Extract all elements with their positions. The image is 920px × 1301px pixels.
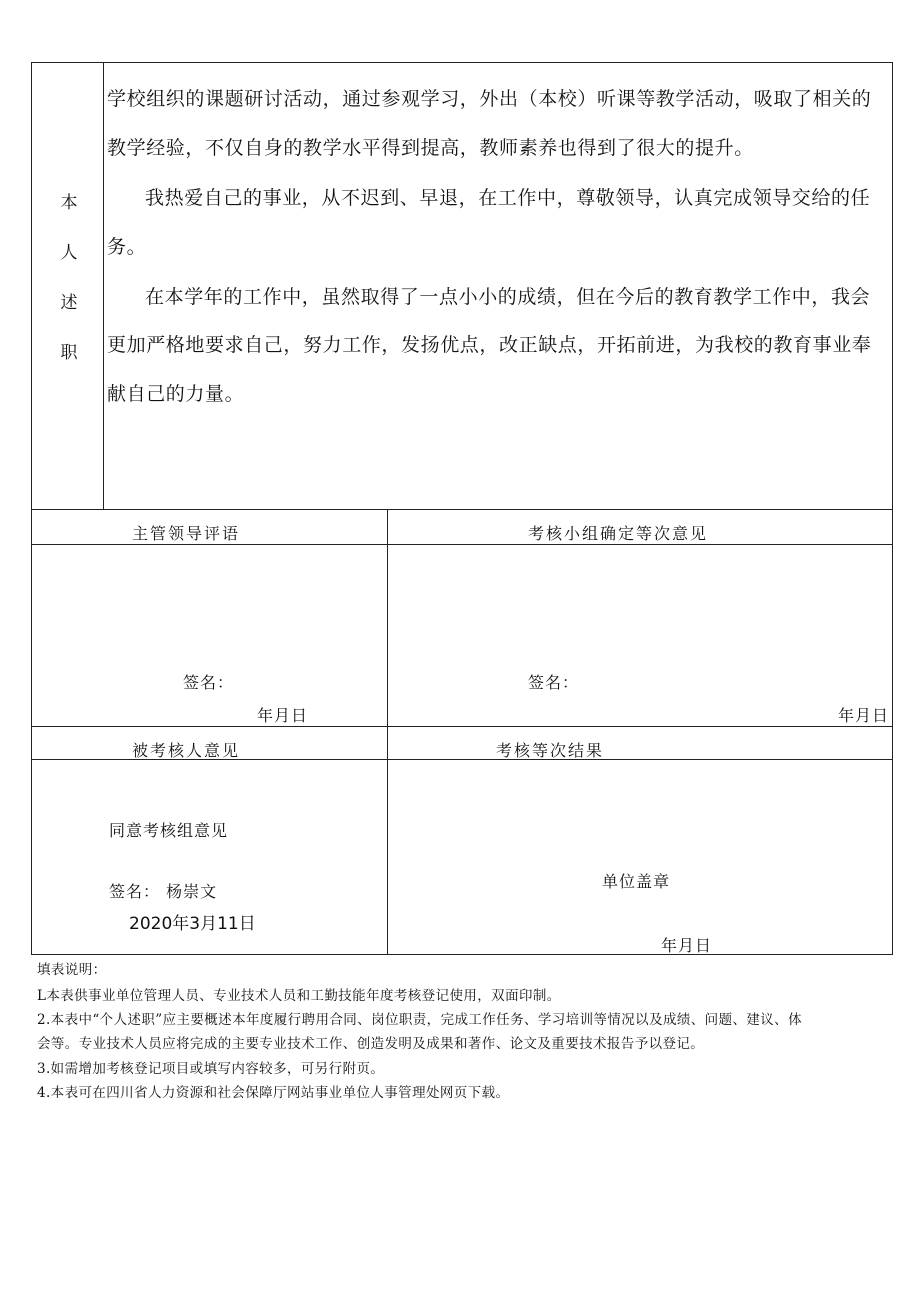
examinee-sign-row [109,879,217,902]
column-divider-center [387,509,388,955]
examinee-opinion-text: 同意考核组意见 [109,821,229,840]
label-column-divider [103,62,104,509]
note-item: L本表供事业单位管理人员、专业技术人员和工勤技能年度考核登记使用，双面印制。 [37,988,561,1004]
statement-line: 教学经验，不仅自身的教学水平得到提高，教师素养也得到了很大的提升。 [107,137,754,159]
side-label-char: 述 [60,293,78,313]
examinee-signer-name: 杨崇文 [166,882,218,901]
side-label-char: 人 [60,243,78,263]
side-label-char: 本 [60,193,78,213]
leader-date-label: 年月日 [257,706,309,725]
table-top-border [31,62,893,63]
row-divider-statement [31,509,893,510]
examinee-date: 2020年3月11日 [129,914,256,934]
side-label-char: 职 [60,343,78,363]
table-bottom-border [31,954,893,955]
statement-line: 务。 [107,236,147,258]
note-item: 4.本表可在四川省人力资源和社会保障厅网站事业单位人事管理处网页下载。 [37,1085,510,1101]
result-header: 考核等次结果 [496,741,605,760]
result-date-label: 年月日 [661,936,713,955]
examinee-opinion-header: 被考核人意见 [132,741,241,760]
row-divider-header-1 [31,544,893,545]
statement-line: 学校组织的课题研讨活动，通过参观学习，外出（本校）听课等教学活动，吸取了相关的 [107,88,872,110]
leader-sign-label: 签名： [183,673,235,692]
note-item: 3.如需增加考核登记项目或填写内容较多，可另行附页。 [37,1061,385,1077]
statement-line: 在本学年的工作中，虽然取得了一点小小的成绩，但在今后的教育教学工作中，我会 [145,286,871,308]
group-opinion-header: 考核小组确定等次意见 [528,524,709,543]
statement-line: 我热爱自己的事业，从不迟到、早退，在工作中，尊敬领导，认真完成领导交给的任 [145,187,871,209]
leader-comment-header: 主管领导评语 [132,524,241,543]
group-sign-label: 签名： [528,673,580,692]
note-item: 会等。专业技术人员应将完成的主要专业技术工作、创造发明及成果和著作、论文及重要技术报告予以登记。 [37,1036,705,1052]
examinee-sign-label: 签名： [109,882,161,901]
unit-stamp-label: 单位盖章 [602,872,671,891]
notes-title: 填表说明： [37,962,107,978]
statement-line: 献自己的力量。 [107,383,245,405]
note-item: 2.本表中“个人述职”应主要概述本年度履行聘用合同、岗位职责，完成工作任务、学习培训等情况以及成绩、问题、建议、体 [37,1012,802,1028]
group-date-label: 年月日 [838,706,890,725]
row-divider-middle [31,726,893,727]
statement-line: 更加严格地要求自己，努力工作，发扬优点，改正缺点，开拓前进，为我校的教育事业奉 [107,334,872,356]
